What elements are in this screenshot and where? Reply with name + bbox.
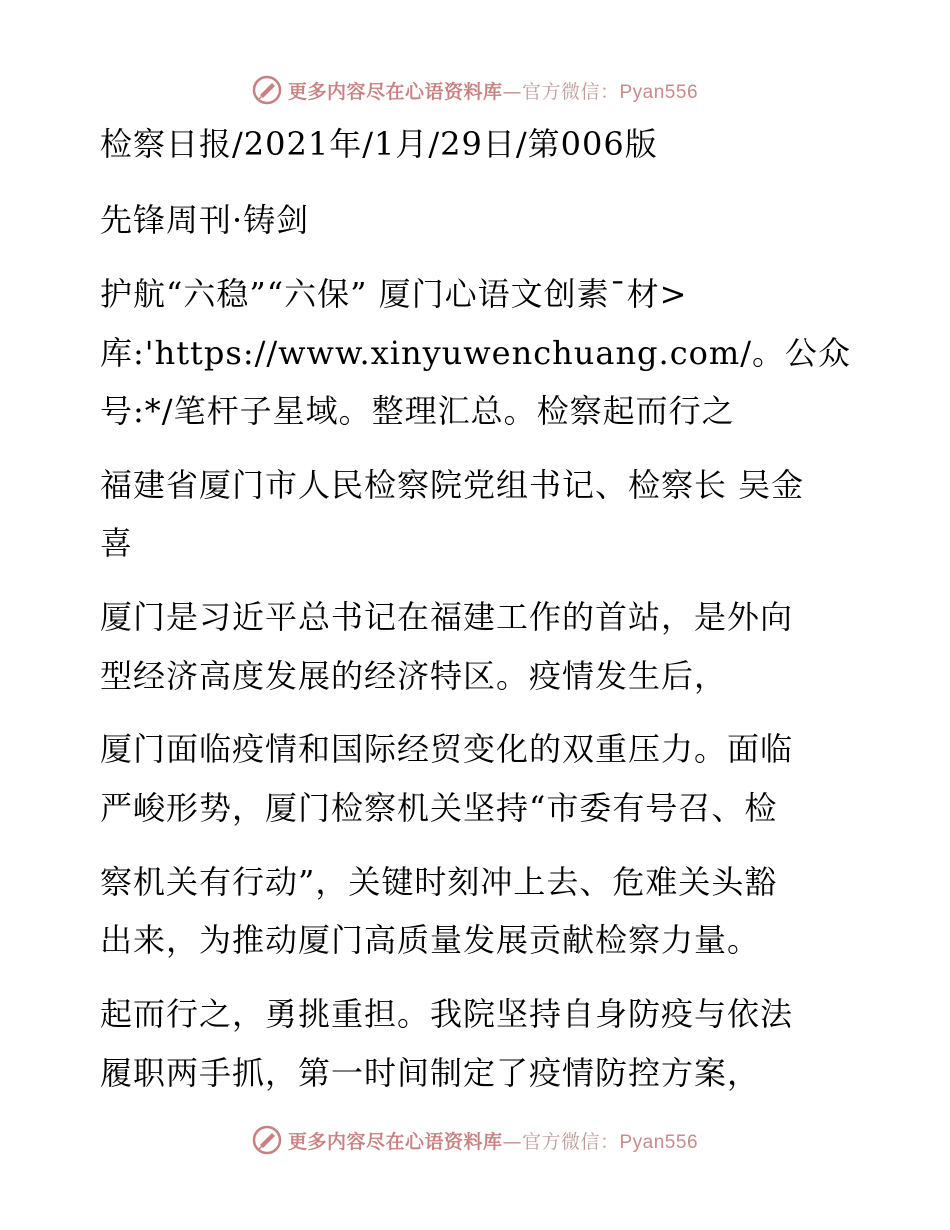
text-line: 喜 [100, 524, 134, 562]
text-line: 履职两手抓，第一时间制定了疫情防控方案， [100, 1054, 761, 1092]
watermark-top [0, 70, 950, 110]
text-line: 察机关有行动”，关键时刻冲上去、危难关头豁 [100, 863, 778, 901]
text-line: 出来，为推动厦门高质量发展贡献检察力量。 [100, 921, 761, 959]
brand-logo-icon [252, 1125, 282, 1155]
watermark-wechat-id: Pyan556 [619, 1131, 699, 1153]
watermark-bottom [0, 1120, 950, 1160]
watermark-wechat-label: 官方微信： [521, 80, 620, 103]
text-line: 先锋周刊·铸剑 [100, 201, 310, 239]
text-line: 型经济高度发展的经济特区。疫情发生后， [100, 657, 728, 695]
watermark-wechat-id: Pyan556 [619, 81, 699, 103]
text-line: 起而行之，勇挑重担。我院坚持自身防疫与依法 [100, 995, 794, 1033]
watermark-wechat-label: 官方微信： [521, 1130, 620, 1153]
text-line: 检察日报/2021年/1月/29日/第006版 [100, 125, 658, 163]
text-line: 厦门是习近平总书记在福建工作的首站，是外向 [100, 598, 794, 636]
text-line: 护航“六稳”“六保” 厦门心语文创素¯材> [100, 275, 688, 313]
watermark-dash: — [502, 80, 522, 103]
text-line: 严峻形势，厦门检察机关坚持“市委有号召、检 [100, 789, 778, 827]
watermark-brand: 更多内容尽在心语资料库 [287, 1130, 503, 1153]
brand-logo-icon [252, 75, 282, 105]
watermark-brand: 更多内容尽在心语资料库 [287, 80, 503, 103]
text-line: 号:*/笔杆子星域。整理汇总。检察起而行之 [100, 392, 735, 430]
text-line: 福建省厦门市人民检察院党组书记、检察长 吴金 [100, 466, 805, 504]
watermark-text [288, 1127, 698, 1154]
text-line: 厦门面临疫情和国际经贸变化的双重压力。面临 [100, 730, 794, 768]
text-line: 库:'https://www.xinyuwenchuang.com/。公众 [100, 334, 852, 372]
watermark-dash: — [502, 1130, 522, 1153]
watermark-text [288, 77, 698, 104]
